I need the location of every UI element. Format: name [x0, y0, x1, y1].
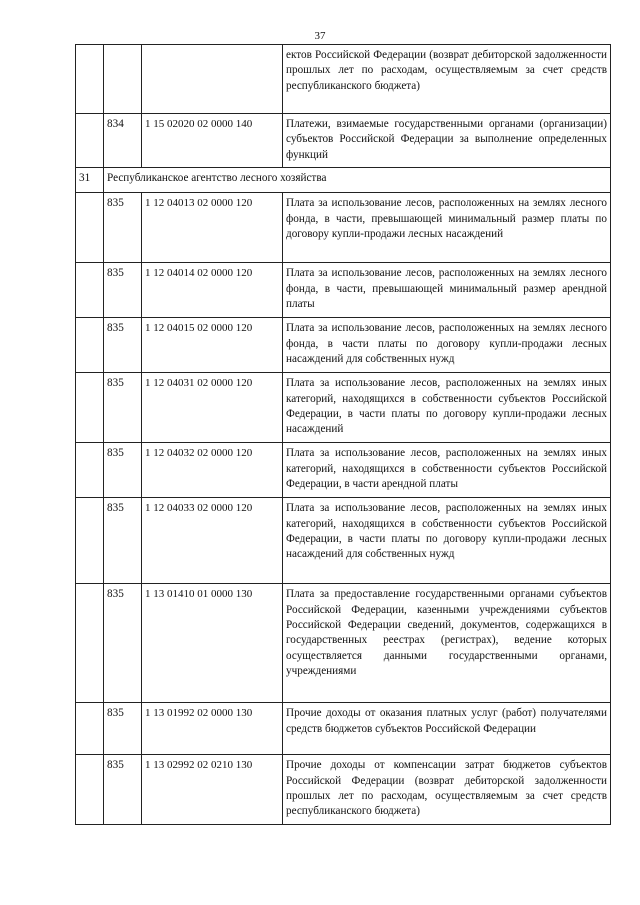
- description-cell: Плата за использование лесов, расположенных на землях лесного фонда, в части платы по договору купли-продажи лесных насаждений для собственных нужд: [283, 318, 611, 373]
- admin-code-cell: 835: [104, 443, 142, 498]
- admin-code-cell: 835: [104, 318, 142, 373]
- budget-code-cell: 1 13 02992 02 0210 130: [142, 755, 283, 825]
- table-row: [76, 318, 611, 373]
- row-number-cell: [76, 193, 104, 263]
- row-number-cell: [76, 498, 104, 584]
- row-number-cell: [76, 443, 104, 498]
- table-row: [76, 584, 611, 703]
- description-cell: ектов Российской Федерации (возврат дебиторской задолженности прошлых лет по расходам, осуществляемым за счет средств республиканского бюджета): [283, 45, 611, 114]
- table-row: [76, 45, 611, 114]
- description-cell: Плата за использование лесов, расположенных на землях иных категорий, находящихся в собственности субъектов Российской Федерации, в части платы по договору купли-продажи лесных насаждений для собственных нужд: [283, 498, 611, 584]
- description-cell: Платежи, взимаемые государственными органами (организации) субъектов Российской Федерации за выполнение определенных функций: [283, 114, 611, 168]
- row-number-cell: [76, 373, 104, 443]
- budget-code-cell: 1 12 04032 02 0000 120: [142, 443, 283, 498]
- budget-code-cell: 1 12 04031 02 0000 120: [142, 373, 283, 443]
- description-cell: Плата за использование лесов, расположенных на землях лесного фонда, в части, превышающей минимальный размер арендной платы: [283, 263, 611, 318]
- budget-code-cell: 1 13 01410 01 0000 130: [142, 584, 283, 703]
- row-number-cell: [76, 755, 104, 825]
- section-header-row: [76, 168, 611, 193]
- description-cell: Плата за использование лесов, расположенных на землях лесного фонда, в части, превышающей минимальный размер платы по договору купли-продажи лесных насаждений: [283, 193, 611, 263]
- revenue-codes-table: [75, 44, 611, 825]
- description-cell: Плата за использование лесов, расположенных на землях иных категорий, находящихся в собственности субъектов Российской Федерации, в части арендной платы: [283, 443, 611, 498]
- admin-code-cell: 835: [104, 703, 142, 755]
- admin-code-cell: 835: [104, 584, 142, 703]
- description-cell: Плата за использование лесов, расположенных на землях иных категорий, находящихся в собственности субъектов Российской Федерации, в части платы по договору купли-продажи лесных насаждений: [283, 373, 611, 443]
- budget-code-cell: 1 13 01992 02 0000 130: [142, 703, 283, 755]
- admin-code-cell: 835: [104, 263, 142, 318]
- admin-code-cell: 834: [104, 114, 142, 168]
- page-number: 37: [314, 30, 326, 42]
- budget-code-cell: 1 12 04013 02 0000 120: [142, 193, 283, 263]
- row-number-cell: [76, 703, 104, 755]
- table-row: [76, 703, 611, 755]
- table-row: [76, 114, 611, 168]
- table-row: [76, 373, 611, 443]
- budget-code-cell: 1 12 04014 02 0000 120: [142, 263, 283, 318]
- description-cell: Прочие доходы от оказания платных услуг (работ) получателями средств бюджетов субъектов Российской Федерации: [283, 703, 611, 755]
- table-row: [76, 193, 611, 263]
- table-row: [76, 755, 611, 825]
- table-row: [76, 443, 611, 498]
- admin-code-cell: 835: [104, 498, 142, 584]
- admin-code-cell: 835: [104, 373, 142, 443]
- description-cell: Прочие доходы от компенсации затрат бюджетов субъектов Российской Федерации (возврат дебиторской задолженности прошлых лет по расходам, осуществляемым за счет средств республиканского бюджета): [283, 755, 611, 825]
- section-title-cell: Республиканское агентство лесного хозяйства: [104, 168, 611, 193]
- section-number-cell: 31: [76, 168, 104, 193]
- row-number-cell: [76, 584, 104, 703]
- admin-code-cell: 835: [104, 755, 142, 825]
- admin-code-cell: 835: [104, 193, 142, 263]
- table-row: [76, 263, 611, 318]
- budget-code-cell: 1 12 04015 02 0000 120: [142, 318, 283, 373]
- budget-code-cell: 1 15 02020 02 0000 140: [142, 114, 283, 168]
- row-number-cell: [76, 114, 104, 168]
- row-number-cell: [76, 45, 104, 114]
- admin-code-cell: [104, 45, 142, 114]
- table-row: [76, 498, 611, 584]
- budget-code-cell: 1 12 04033 02 0000 120: [142, 498, 283, 584]
- budget-code-cell: [142, 45, 283, 114]
- row-number-cell: [76, 318, 104, 373]
- row-number-cell: [76, 263, 104, 318]
- description-cell: Плата за предоставление государственными органами субъектов Российской Федерации, казенными учреждениями субъектов Российской Федерации сведений, документов, содержащихся в государственных реестрах (регистрах), ведение которых осуществляется данными государственными органами, учреждениями: [283, 584, 611, 703]
